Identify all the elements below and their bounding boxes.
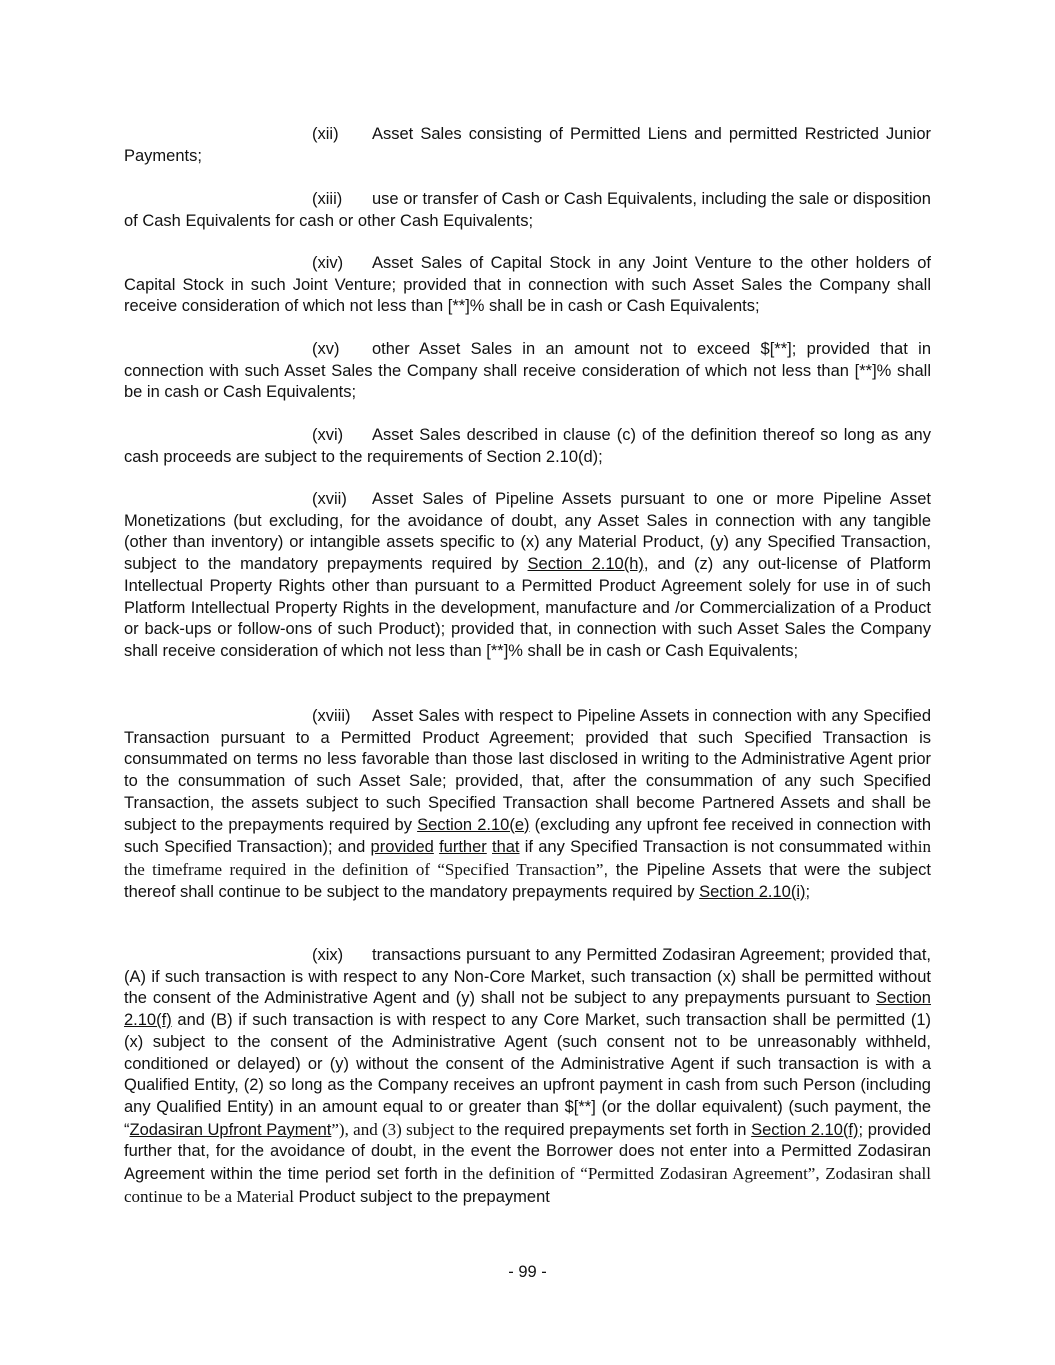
clause-number: (xix) xyxy=(312,946,344,964)
emphasis-that: that xyxy=(492,838,520,857)
clause-text: transactions pursuant to any Permitted Zodasiran Agreement; provided that, (A) if such transaction is with respect to any Non-Core Market, such transaction (x) shall be permitted without the consent of the Administrative Agent and (y) shall not be subject to any prepayments pursuant to xyxy=(124,946,931,1008)
clause-text: Asset Sales with respect to Pipeline Assets in connection with any Specified Transaction pursuant to a Permitted Product Agreement; provided that such Specified Transaction is consummated on terms no less favorable than those last disclosed in writing to the Administrative Agent prior to the consummation of such Asset Sale; provided, that, after the consummation of any such Specified Transaction, the assets subject to such Specified Transaction shall become Partnered Assets and shall be subject to the prepayments required by xyxy=(124,707,931,834)
clause-number: (xvii) xyxy=(312,490,347,508)
clause-xix xyxy=(124,945,931,1208)
clause-text: ; provided further that, for the avoidance of doubt, in the event the Borrower does not enter into a Permitted Zodasiran Agreement within the time period set forth in xyxy=(124,1120,931,1184)
clause-text: and (z) any out-license of Platform Intellectual Property Rights other than pursuant to a Permitted Product Agreement solely for use in of such Platform Intellectual Property Rights in the development, manufacture and /or Commercialization of a Product or back-ups or follow-ons of such Product); provided that, in connection with such Asset Sales the Company shall receive consideration of which not less than [**]% shall be in cash or Cash Equivalents; xyxy=(124,555,932,660)
section-reference-link: Section 2.10(f) xyxy=(124,989,931,1030)
clause-xiv xyxy=(124,253,931,318)
section-reference-link: Section 2.10(i) xyxy=(699,882,806,901)
clause-text: Asset Sales described in clause (c) of the definition thereof so long as any cash proceeds are subject to the requirements of Section 2.10(d); xyxy=(124,426,931,466)
clause-xviii xyxy=(124,706,931,903)
clause-number: (xiv) xyxy=(312,254,344,272)
clause-xvi xyxy=(124,425,931,468)
clause-number: (xv) xyxy=(312,340,340,358)
clause-xii xyxy=(124,124,931,167)
clause-xvii xyxy=(124,489,931,663)
clause-number: (xviii) xyxy=(312,707,351,725)
clause-text: use or transfer of Cash or Cash Equivalents, including the sale or disposition of Cash Equivalents for cash or other Cash Equivalents; xyxy=(124,190,931,230)
defined-term-zodasiran-upfront-payment: Zodasiran Upfront Payment xyxy=(129,1120,332,1139)
section-reference-link: Section 2.10(h), xyxy=(527,555,649,574)
clause-text: and (B) if such transaction is with respect to any Core Market, such transaction shall be permitted (1) (x) subject to the consent of the Administrative Agent (such consent not to be unreasonably withheld, conditioned or delayed) or (y) without the consent of the Administrative Agent if such transaction is with a Qualified Entity, (2) so long as the Company receives an upfront payment in cash from such Person (including any Qualified Entity) in an amount equal to or greater than $[**] (or the dollar equivalent) (such payment, the “ xyxy=(124,1011,931,1139)
clause-text: if any Specified Transaction is not consummated xyxy=(519,838,883,857)
clause-text: ; xyxy=(805,882,811,901)
clause-number: (xvi) xyxy=(312,426,344,444)
clause-text: the required prepayments set forth in xyxy=(471,1120,752,1139)
clause-text: , the Pipeline Assets that were the subject thereof shall continue to be subject to the mandatory prepayments required by xyxy=(124,860,931,901)
clause-xv xyxy=(124,339,931,404)
clause-number: (xii) xyxy=(312,125,339,143)
clause-text: Asset Sales of Capital Stock in any Joint Venture to the other holders of Capital Stock in such Joint Venture; provided that in connection with such Asset Sales the Company shall receive consideration of which not less than [**]% shall be in cash or Cash Equivalents; xyxy=(124,254,931,316)
emphasis-provided: provided xyxy=(370,838,434,857)
clause-number: (xiii) xyxy=(312,190,343,208)
page-number: - 99 - xyxy=(508,1263,547,1281)
clause-text: Product subject to the prepayment xyxy=(293,1187,550,1206)
section-reference-link: Section 2.10(e) xyxy=(417,815,530,834)
clause-text-serif: within the timeframe required in the definition of “Specified Transaction” xyxy=(124,837,931,879)
clause-text-serif: the definition of “Permitted Zodasiran Agreement”, Zodasiran shall continue to be a Material xyxy=(124,1164,931,1206)
clause-text: Asset Sales of Pipeline Assets pursuant to one or more Pipeline Asset Monetizations (but excluding, for the avoidance of doubt, any Asset Sales in connection with any tangible (other than inventory) or intangible assets specific to (x) any Material Product, (y) any Specified Transaction, subject to the mandatory prepayments required by xyxy=(124,490,931,574)
clause-xiii xyxy=(124,189,931,232)
clause-text-serif: ”), and (3) subject to xyxy=(331,1119,472,1139)
clause-text: other Asset Sales in an amount not to exceed $[**]; provided that in connection with such Asset Sales the Company shall receive consideration of which not less than [**]% shall be in cash or Cash Equivalents; xyxy=(124,340,931,402)
clause-text: (excluding any upfront fee received in connection with such Specified Transaction); and xyxy=(124,815,932,857)
clause-text: Asset Sales consisting of Permitted Liens and permitted Restricted Junior Payments; xyxy=(124,125,931,165)
section-reference-link: Section 2.10(f) xyxy=(751,1120,859,1139)
emphasis-further: further xyxy=(439,838,487,857)
